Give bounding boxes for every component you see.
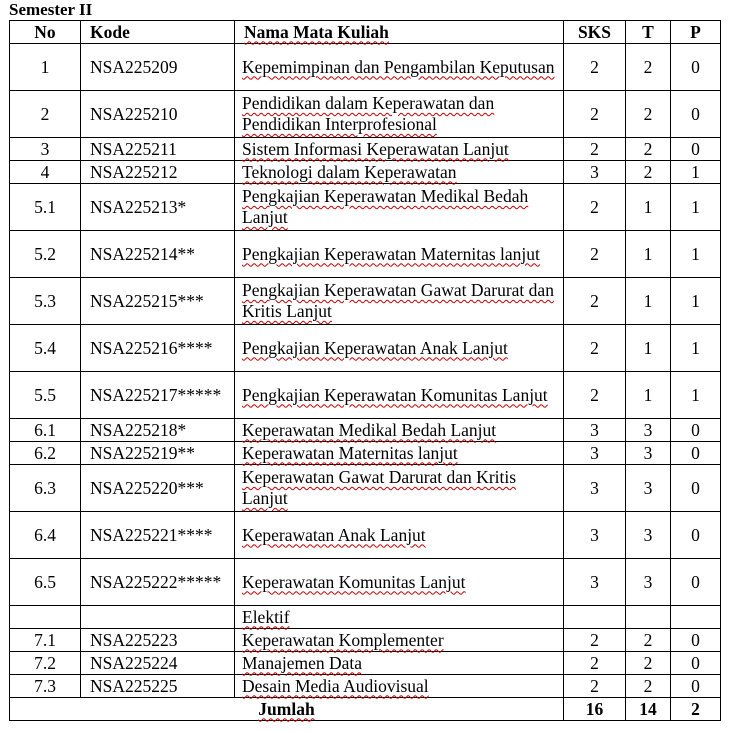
row-kode: NSA225216**** [81,325,235,372]
row-kode: NSA225225 [81,675,235,698]
row-p: 1 [671,325,721,372]
row-nama: Keperawatan Anak Lanjut [235,512,564,559]
row-p: 0 [671,419,721,442]
row-kode: NSA225220*** [81,465,235,512]
row-p: 0 [671,629,721,652]
course-table [9,20,721,721]
table-row [10,629,721,652]
row-t: 1 [626,325,671,372]
header-sks: SKS [564,21,626,44]
row-nama: Pengkajian Keperawatan Medikal Bedah Lanjut [235,184,564,231]
row-p: 0 [671,91,721,138]
total-t: 14 [626,698,671,721]
row-t: 2 [626,44,671,91]
table-row [10,652,721,675]
row-sks: 2 [564,138,626,161]
row-t: 2 [626,675,671,698]
row-nama: Pendidikan dalam Keperawatan dan Pendidikan Interprofesional [235,91,564,138]
row-p: 0 [671,675,721,698]
row-t: 3 [626,442,671,465]
row-nama: Keperawatan Gawat Darurat dan Kritis Lanjut [235,465,564,512]
table-row [10,372,721,419]
row-t: 1 [626,278,671,325]
row-t: 3 [626,512,671,559]
row-no: 5.5 [10,372,81,419]
row-sks: 2 [564,91,626,138]
row-nama: Pengkajian Keperawatan Gawat Darurat dan Kritis Lanjut [235,278,564,325]
row-nama: Pengkajian Keperawatan Anak Lanjut [235,325,564,372]
row-kode: NSA225222***** [81,559,235,606]
total-row [10,698,721,721]
row-no: 6.5 [10,559,81,606]
row-nama: Sistem Informasi Keperawatan Lanjut [235,138,564,161]
row-p: 1 [671,161,721,184]
header-no: No [10,21,81,44]
row-p: 1 [671,231,721,278]
row-t: 2 [626,91,671,138]
row-sks: 2 [564,231,626,278]
row-nama: Desain Media Audiovisual [235,675,564,698]
table-row [10,231,721,278]
table-row [10,44,721,91]
row-p: 0 [671,44,721,91]
row-p: 0 [671,138,721,161]
row-p: 0 [671,465,721,512]
row-nama: Elektif [235,606,564,629]
row-kode: NSA225215*** [81,278,235,325]
row-kode: NSA225217***** [81,372,235,419]
row-no: 6.3 [10,465,81,512]
row-nama: Keperawatan Komunitas Lanjut [235,559,564,606]
row-no: 3 [10,138,81,161]
row-nama: Kepemimpinan dan Pengambilan Keputusan [235,44,564,91]
row-no: 5.3 [10,278,81,325]
row-t: 2 [626,161,671,184]
row-nama: Keperawatan Medikal Bedah Lanjut [235,419,564,442]
row-sks: 2 [564,278,626,325]
row-kode: NSA225211 [81,138,235,161]
table-row [10,559,721,606]
row-nama: Pengkajian Keperawatan Maternitas lanjut [235,231,564,278]
table-row [10,675,721,698]
header-kode: Kode [81,21,235,44]
row-no: 5.4 [10,325,81,372]
table-body [10,44,721,698]
row-sks [564,606,626,629]
row-no: 7.1 [10,629,81,652]
total-p: 2 [671,698,721,721]
table-row [10,512,721,559]
row-t: 1 [626,372,671,419]
row-nama: Pengkajian Keperawatan Komunitas Lanjut [235,372,564,419]
row-nama: Manajemen Data [235,652,564,675]
row-p: 1 [671,184,721,231]
row-nama: Keperawatan Komplementer [235,629,564,652]
row-t: 1 [626,231,671,278]
table-row [10,184,721,231]
row-no: 7.2 [10,652,81,675]
row-p: 0 [671,512,721,559]
header-t: T [626,21,671,44]
row-t: 2 [626,652,671,675]
row-kode: NSA225212 [81,161,235,184]
row-kode: NSA225221**** [81,512,235,559]
row-sks: 3 [564,512,626,559]
row-no [10,606,81,629]
table-row [10,419,721,442]
semester-title: Semester II [9,0,93,19]
row-kode: NSA225214** [81,231,235,278]
row-p: 0 [671,652,721,675]
row-t: 3 [626,465,671,512]
row-kode: NSA225209 [81,44,235,91]
row-nama: Keperawatan Maternitas lanjut [235,442,564,465]
row-t [626,606,671,629]
table-row [10,138,721,161]
header-nama: Nama Mata Kuliah [235,21,564,44]
row-p [671,606,721,629]
row-no: 7.3 [10,675,81,698]
table-row [10,442,721,465]
row-sks: 2 [564,675,626,698]
row-p: 1 [671,278,721,325]
row-kode: NSA225219** [81,442,235,465]
row-sks: 2 [564,372,626,419]
row-no: 1 [10,44,81,91]
row-kode: NSA225224 [81,652,235,675]
row-sks: 2 [564,184,626,231]
row-no: 5.2 [10,231,81,278]
table-row [10,91,721,138]
table-row [10,606,721,629]
row-sks: 2 [564,44,626,91]
table-row [10,325,721,372]
table-row [10,465,721,512]
header-p: P [671,21,721,44]
row-sks: 3 [564,419,626,442]
row-kode: NSA225218* [81,419,235,442]
row-no: 4 [10,161,81,184]
row-sks: 3 [564,465,626,512]
table-row [10,278,721,325]
row-no: 2 [10,91,81,138]
row-p: 1 [671,372,721,419]
table-row [10,161,721,184]
row-no: 6.1 [10,419,81,442]
row-sks: 3 [564,161,626,184]
row-no: 6.4 [10,512,81,559]
row-t: 3 [626,419,671,442]
row-sks: 3 [564,559,626,606]
row-nama: Teknologi dalam Keperawatan [235,161,564,184]
row-sks: 3 [564,442,626,465]
row-kode: NSA225223 [81,629,235,652]
row-kode: NSA225213* [81,184,235,231]
row-t: 3 [626,559,671,606]
total-label: Jumlah [10,698,564,721]
row-no: 5.1 [10,184,81,231]
row-p: 0 [671,559,721,606]
row-no: 6.2 [10,442,81,465]
row-kode: NSA225210 [81,91,235,138]
total-sks: 16 [564,698,626,721]
row-t: 2 [626,629,671,652]
row-t: 2 [626,138,671,161]
row-t: 1 [626,184,671,231]
row-p: 0 [671,442,721,465]
row-kode [81,606,235,629]
row-sks: 2 [564,325,626,372]
row-sks: 2 [564,652,626,675]
table-header-row [10,21,721,44]
row-sks: 2 [564,629,626,652]
